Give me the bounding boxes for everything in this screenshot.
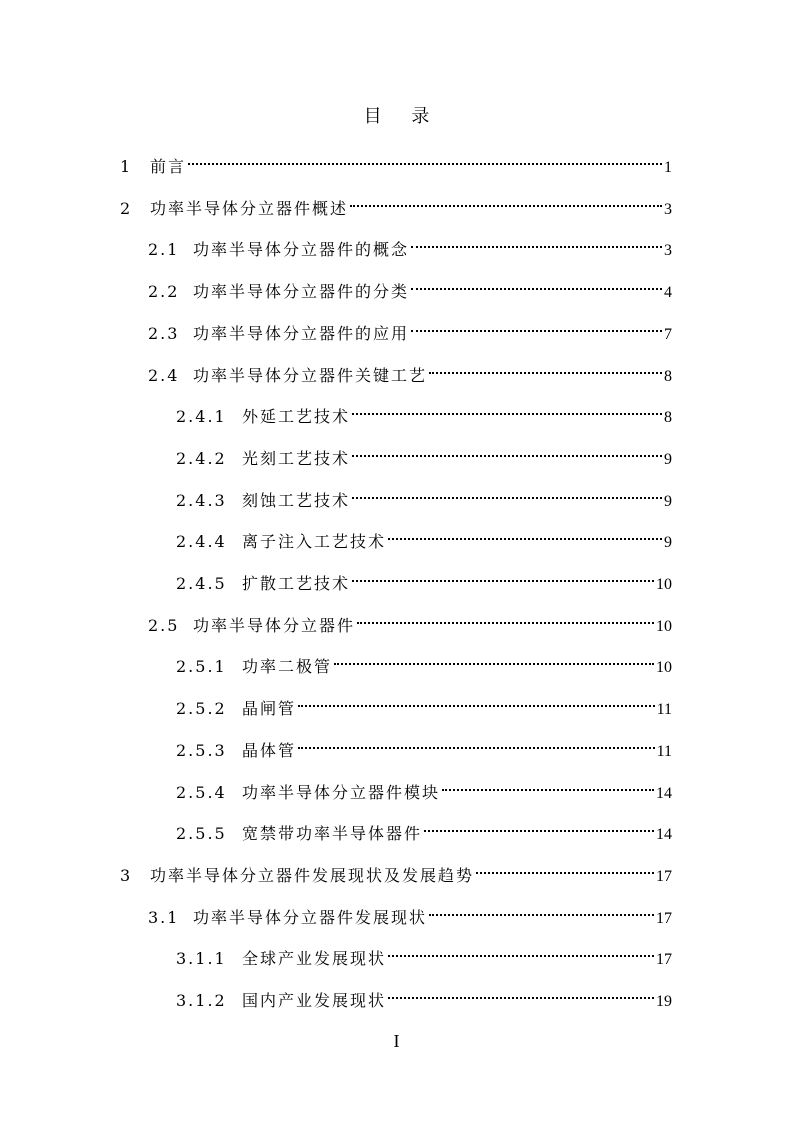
toc-entry-number: 2.2	[148, 282, 180, 302]
page-number: I	[393, 1031, 400, 1051]
toc-dot-leader	[352, 563, 654, 589]
toc-dot-leader	[388, 980, 654, 1006]
toc-entry-page: 11	[656, 742, 672, 760]
toc-entry-title: 光刻工艺技术	[242, 448, 351, 468]
toc-entry-number: 2.4.3	[176, 490, 227, 510]
toc-entry[interactable]	[176, 688, 672, 719]
toc-entry-number: 2.4.2	[176, 448, 227, 468]
toc-entry-title: 功率半导体分立器件发展现状	[193, 907, 428, 927]
toc-entry-number: 2.1	[148, 240, 180, 260]
toc-entry-number: 2.5.5	[176, 824, 227, 844]
toc-entry[interactable]	[148, 313, 672, 343]
toc-title: 目 录	[363, 106, 442, 127]
toc-entry-page: 9	[664, 492, 672, 510]
toc-entry[interactable]	[148, 897, 672, 927]
toc-entry[interactable]	[176, 396, 672, 427]
toc-entry-title: 外延工艺技术	[242, 407, 351, 427]
toc-dot-leader	[350, 188, 662, 214]
toc-entry-page: 10	[656, 659, 672, 677]
toc-entry[interactable]	[120, 146, 672, 176]
toc-entry-number: 2.5.1	[176, 657, 227, 677]
toc-entry-number: 3.1	[148, 907, 180, 927]
toc-entry[interactable]	[176, 730, 672, 760]
toc-entry-number: 2.4	[148, 365, 180, 385]
toc-entry-number: 2.4.4	[176, 532, 227, 552]
toc-entry-number: 3	[120, 865, 133, 885]
toc-dot-leader	[352, 438, 662, 464]
toc-entry[interactable]	[176, 563, 672, 593]
toc-entry-page: 10	[656, 617, 672, 635]
toc-entry-number: 2.5.2	[176, 699, 227, 719]
toc-dot-leader	[476, 855, 654, 881]
toc-entry[interactable]	[176, 646, 672, 677]
toc-entry-page: 17	[656, 867, 672, 885]
toc-dot-leader	[388, 938, 654, 964]
toc-dot-leader	[442, 772, 654, 798]
toc-entry-number: 2.4.1	[176, 407, 227, 427]
toc-entry-number: 2.4.5	[176, 574, 227, 593]
toc-entry[interactable]	[176, 480, 672, 510]
toc-entry-page: 14	[656, 826, 672, 844]
toc-entry-page: 10	[656, 576, 672, 593]
toc-entry-number: 2.5.3	[176, 740, 227, 760]
toc-entry-page: 19	[656, 993, 672, 1010]
toc-entry-title: 功率半导体分立器件的分类	[193, 282, 410, 302]
toc-entry[interactable]	[176, 980, 672, 1010]
toc-entry-title: 刻蚀工艺技术	[242, 490, 351, 510]
toc-dot-leader	[298, 730, 655, 756]
toc-entry-title: 功率半导体分立器件的应用	[193, 323, 410, 343]
toc-dot-leader	[388, 521, 662, 547]
toc-entry-title: 晶体管	[242, 740, 297, 760]
toc-dot-leader	[352, 480, 662, 506]
toc-entry[interactable]	[176, 438, 672, 468]
toc-dot-leader	[334, 646, 654, 672]
toc-entry-number: 2.5.4	[176, 782, 227, 802]
toc-dot-leader	[429, 897, 654, 923]
toc-dot-leader	[411, 229, 662, 255]
toc-entry-title: 扩散工艺技术	[242, 574, 351, 593]
toc-entry-page: 14	[656, 784, 672, 802]
toc-entry[interactable]	[176, 521, 672, 552]
toc-entry-page: 3	[664, 200, 672, 218]
toc-entry[interactable]	[148, 355, 672, 385]
toc-entry-number: 3.1.1	[176, 949, 227, 969]
toc-entry-title: 功率半导体分立器件关键工艺	[193, 365, 428, 385]
toc-entry-title: 宽禁带功率半导体器件	[242, 824, 423, 844]
toc-entry-page: 1	[664, 159, 672, 176]
toc-entry-title: 功率二极管	[242, 657, 333, 677]
toc-entry[interactable]	[120, 188, 672, 218]
toc-entry-title: 晶闸管	[242, 699, 297, 719]
toc-dot-leader	[411, 271, 662, 297]
toc-dot-leader	[298, 688, 655, 714]
toc-entry-title: 功率半导体分立器件	[193, 615, 356, 635]
toc-entry-page: 11	[656, 701, 672, 719]
toc-entry[interactable]	[176, 813, 672, 844]
toc-entry-title: 功率半导体分立器件概述	[150, 198, 349, 218]
toc-entry[interactable]	[148, 605, 672, 635]
toc-entry-page: 7	[664, 325, 672, 343]
toc-entry-title: 前言	[150, 157, 187, 176]
toc-entry[interactable]	[120, 855, 672, 885]
toc-entry-number: 1	[120, 157, 133, 176]
toc-dot-leader	[188, 146, 662, 172]
toc-entry-title: 功率半导体分立器件发展现状及发展趋势	[150, 865, 475, 885]
toc-entry-title: 全球产业发展现状	[242, 949, 387, 969]
toc-entry-number: 2	[120, 198, 133, 218]
toc-entry-page: 4	[664, 284, 672, 302]
toc-entry-page: 9	[664, 534, 672, 552]
toc-entry-title: 功率半导体分立器件的概念	[193, 240, 410, 260]
toc-entry-number: 3.1.2	[176, 991, 227, 1010]
toc-entry[interactable]	[176, 938, 672, 969]
toc-entry-page: 17	[656, 951, 672, 969]
toc-dot-leader	[357, 605, 654, 631]
toc-dot-leader	[424, 813, 654, 839]
toc-entry-page: 3	[664, 242, 672, 260]
toc-entry-page: 17	[656, 909, 672, 927]
toc-entry-page: 9	[664, 450, 672, 468]
toc-dot-leader	[411, 313, 662, 339]
toc-entry[interactable]	[176, 772, 672, 802]
toc-entry-number: 2.5	[148, 615, 180, 635]
toc-entry-title: 离子注入工艺技术	[242, 532, 387, 552]
toc-dot-leader	[429, 355, 662, 381]
toc-entry-title: 国内产业发展现状	[242, 991, 387, 1010]
toc-entry-title: 功率半导体分立器件模块	[242, 782, 441, 802]
toc-dot-leader	[352, 396, 662, 422]
toc-entry-page: 8	[664, 409, 672, 427]
toc-entry-page: 8	[664, 367, 672, 385]
toc-entry[interactable]	[148, 229, 672, 260]
toc-entry[interactable]	[148, 271, 672, 302]
toc-entry-number: 2.3	[148, 323, 180, 343]
